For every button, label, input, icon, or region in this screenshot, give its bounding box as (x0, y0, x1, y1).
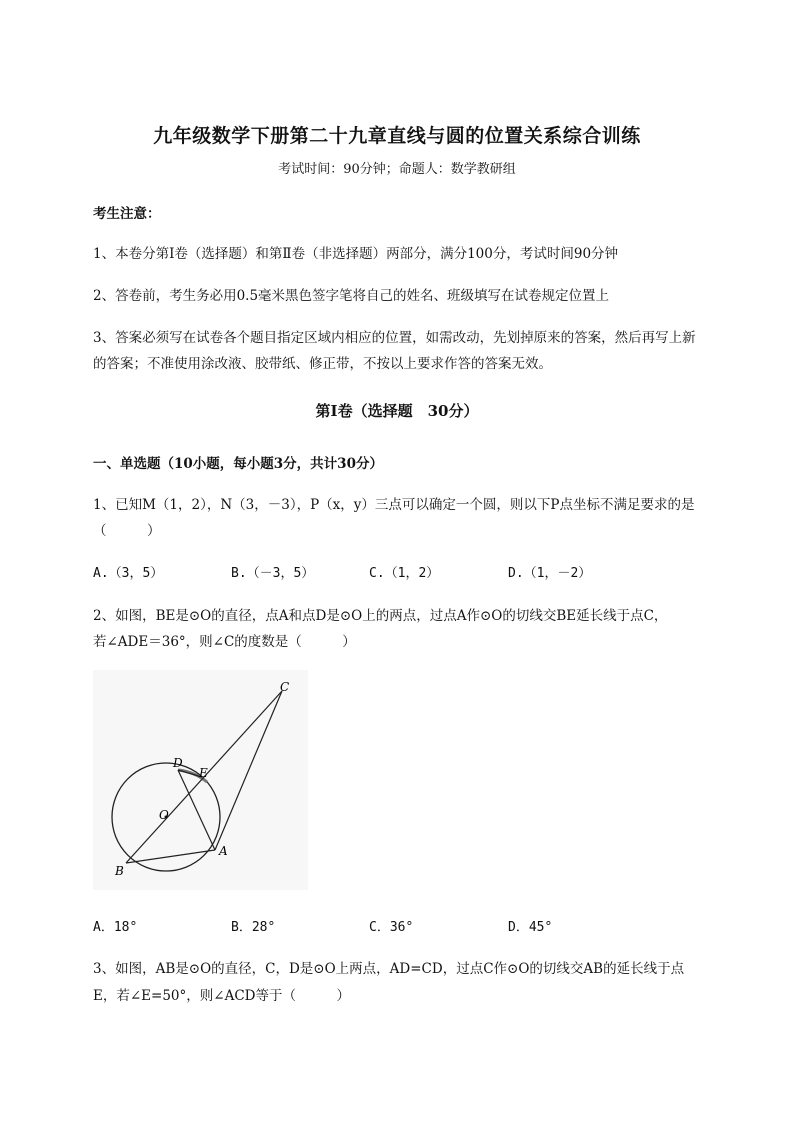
notice-item: 的答案；不准使用涂改液、胶带纸、修正带，不按以上要求作答的答案无效。 (93, 356, 552, 372)
label-a: A (219, 844, 228, 858)
circle-tangent-diagram (93, 670, 308, 890)
page-title: 九年级数学下册第二十九章直线与圆的位置关系综合训练 (153, 125, 641, 147)
notice-item: 2、答卷前，考生务必用0.5毫米黑色签字笔将自己的姓名、班级填写在试卷规定位置上 (93, 288, 610, 304)
label-b: B (115, 864, 124, 878)
question-1-stem: （ ） (93, 523, 161, 539)
question-2-stem: 若∠ADE＝36°，则∠C的度数是（ ） (93, 634, 356, 650)
question-2-option-d[interactable]: D．45° (508, 920, 553, 935)
label-d: D (173, 756, 183, 770)
question-3-stem: 3、如图，AB是⊙O的直径，C，D是⊙O上两点，AD=CD，过点C作⊙O的切线交AB的延长线于点 (93, 961, 685, 977)
part-title: 一、单选题（10小题，每小题3分，共计30分） (93, 456, 383, 472)
label-c: C (280, 680, 290, 694)
question-1-option-a[interactable]: A.（3，5） (93, 566, 164, 581)
question-2-stem: 2、如图，BE是⊙O的直径，点A和点D是⊙O上的两点，过点A作⊙O的切线交BE延长线于点C， (93, 608, 668, 624)
label-e: E (199, 766, 208, 780)
question-2-option-c[interactable]: C．36° (369, 920, 414, 935)
question-1-option-d[interactable]: D.（1，－2） (508, 566, 592, 581)
page-subtitle: 考试时间：90分钟；命题人：数学教研组 (278, 162, 516, 177)
question-1-option-b[interactable]: B.（－3，5） (231, 566, 315, 581)
notice-item: 1、本卷分第I卷（选择题）和第Ⅱ卷（非选择题）两部分，满分100分，考试时间90分钟 (93, 246, 619, 262)
question-1-stem: 1、已知M（1，2），N（3，－3），P（x，y）三点可以确定一个圆，则以下P点坐标不满足要求的是 (93, 497, 695, 513)
question-1-option-c[interactable]: C.（1，2） (369, 566, 440, 581)
section-title: 第I卷（选择题 30分） (315, 402, 479, 420)
question-2-option-b[interactable]: B．28° (231, 920, 276, 935)
question-2-option-a[interactable]: A．18° (93, 920, 138, 935)
notice-heading: 考生注意： (93, 206, 161, 222)
notice-item: 3、答案必须写在试卷各个题目指定区域内相应的位置，如需改动，先划掉原来的答案，然后再写上新 (93, 330, 696, 346)
question-3-stem: E，若∠E=50°，则∠ACD等于（ ） (93, 988, 350, 1004)
label-o: O (159, 808, 169, 822)
question-2-figure (93, 670, 308, 890)
